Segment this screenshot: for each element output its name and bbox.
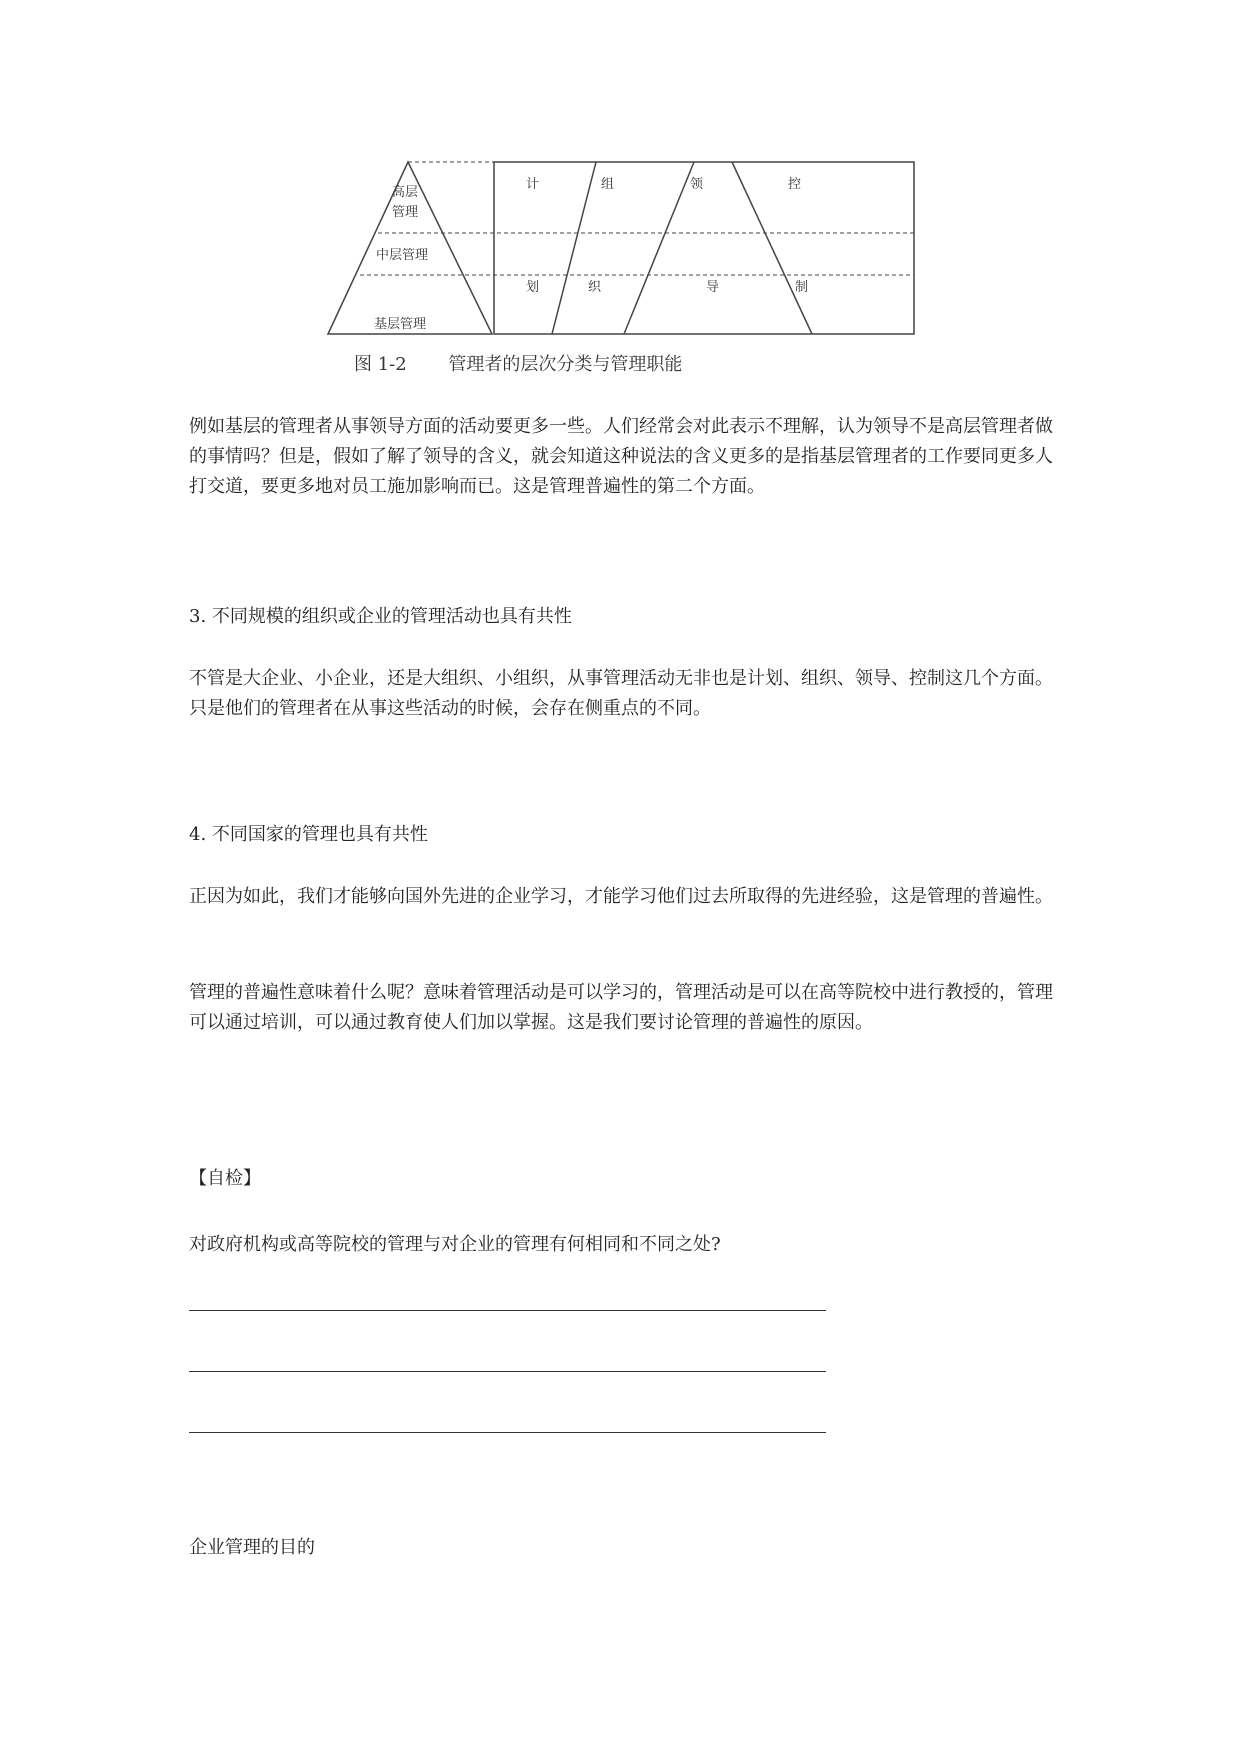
management-levels-diagram [318,158,918,340]
paragraph-1: 例如基层的管理者从事领导方面的活动要更多一些。人们经常会对此表示不理解，认为领导不是高层管理者做的事情吗？但是，假如了解了领导的含义，就会知道这种说法的含义更多的是指基层管理者的工作要同更多人打交道，要更多地对员工施加影响而已。这是管理普遍性的第二个方面。 [189,416,1053,497]
label-bottom: 基层管理 [374,317,427,332]
answer-line-2[interactable] [189,1371,826,1372]
section-heading: 企业管理的目的 [189,1537,315,1558]
function-top-4: 控 [788,177,802,192]
label-middle: 中层管理 [376,248,429,263]
function-bottom-1: 划 [526,280,540,295]
self-check-heading: 【自检】 [189,1168,261,1189]
answer-line-1[interactable] [189,1310,826,1311]
paragraph-4: 管理的普遍性意味着什么呢？意味着管理活动是可以学习的，管理活动是可以在高等院校中进行教授的，管理可以通过培训，可以通过教育使人们加以掌握。这是我们要讨论管理的普遍性的原因。 [189,982,1053,1033]
function-bottom-4: 制 [795,280,809,295]
paragraph-2: 不管是大企业、小企业，还是大组织、小组织，从事管理活动无非也是计划、组织、领导、控制这几个方面。只是他们的管理者在从事这些活动的时候，会存在侧重点的不同。 [189,668,1053,719]
function-bottom-3: 导 [706,280,720,295]
heading-3: 3. 不同规模的组织或企业的管理活动也具有共性 [189,606,572,627]
divider-plan-organize [552,162,596,334]
divider-organize-lead [624,162,694,334]
label-top-line1: 高层 [392,185,419,200]
heading-4: 4. 不同国家的管理也具有共性 [189,824,428,845]
function-top-1: 计 [526,177,540,192]
figure-caption: 图 1-2 管理者的层次分类与管理职能 [354,354,683,375]
management-levels-figure [318,158,918,340]
answer-line-3[interactable] [189,1432,826,1433]
self-check-question: 对政府机构或高等院校的管理与对企业的管理有何相同和不同之处? [189,1234,721,1255]
function-top-2: 组 [601,177,615,192]
paragraph-3: 正因为如此，我们才能够向国外先进的企业学习，才能学习他们过去所取得的先进经验，这是管理的普遍性。 [189,886,1053,907]
functions-box [494,162,914,334]
function-bottom-2: 织 [588,280,602,295]
function-top-3: 领 [690,177,704,192]
label-top-line2: 管理 [392,205,419,220]
